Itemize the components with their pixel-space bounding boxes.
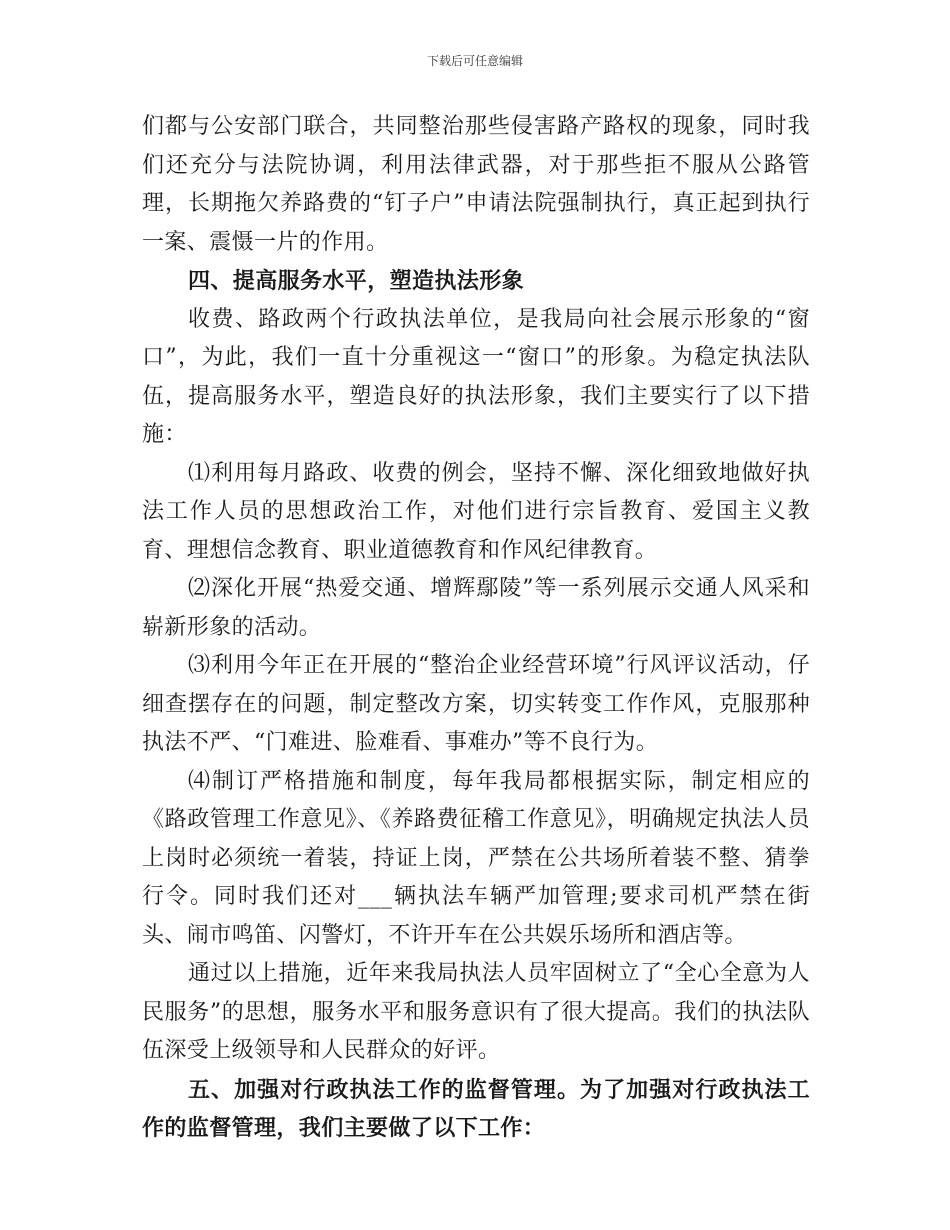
list-item-3: ⑶利用今年正在开展的“整治企业经营环境”行风评议活动，仔细查摆存在的问题，制定整改方案，切实转变工作作风，克服那种执法不严、“门难进、脸难看、事难办”等不良行为。 bbox=[142, 653, 810, 755]
page-header: 下载后可任意编辑 bbox=[426, 54, 523, 68]
section-heading-4: 四、提高服务水平，塑造执法形象 bbox=[188, 268, 525, 294]
section-heading-5: 五、加强对行政执法工作的监督管理。为了加强对行政执法工作的监督管理，我们主要做了以下工作： bbox=[142, 1076, 810, 1141]
paragraph-results: 通过以上措施，近年来我局执法人员牢固树立了“全心全意为人民服务”的思想，服务水平和服务意识有了很大提高。我们的执法队伍深受上级领导和人民群众的好评。 bbox=[142, 961, 810, 1063]
list-item-4: ⑷制订严格措施和制度，每年我局都根据实际，制定相应的《路政管理工作意见》、《养路费征稽工作意见》，明确规定执法人员上岗时必须统一着装，持证上岗，严禁在公共场所着装不整、猜拳行令。同时我们还对___辆执法车辆严加管理;要求司机严禁在街头、闹市鸣笛、闪警灯，不许开车在公共娱乐场所和酒店等。 bbox=[142, 768, 810, 948]
paragraph-window-image: 收费、路政两个行政执法单位，是我局向社会展示形象的“窗口”，为此，我们一直十分重视这一“窗口”的形象。为稳定执法队伍，提高服务水平，塑造良好的执法形象，我们主要实行了以下措施： bbox=[142, 306, 810, 447]
document-body bbox=[142, 108, 810, 1148]
list-item-2: ⑵深化开展“热爱交通、增辉鄢陵”等一系列展示交通人风采和崭新形象的活动。 bbox=[142, 576, 810, 640]
list-item-1: ⑴利用每月路政、收费的例会，坚持不懈、深化细致地做好执法工作人员的思想政治工作，对他们进行宗旨教育、爱国主义教育、理想信念教育、职业道德教育和作风纪律教育。 bbox=[142, 460, 810, 563]
paragraph-continuation: 们都与公安部门联合，共同整治那些侵害路产路权的现象，同时我们还充分与法院协调，利用法律武器，对于那些拒不服从公路管理，长期拖欠养路费的“钉子户”申请法院强制执行，真正起到执行一案、震慑一片的作用。 bbox=[142, 114, 810, 255]
